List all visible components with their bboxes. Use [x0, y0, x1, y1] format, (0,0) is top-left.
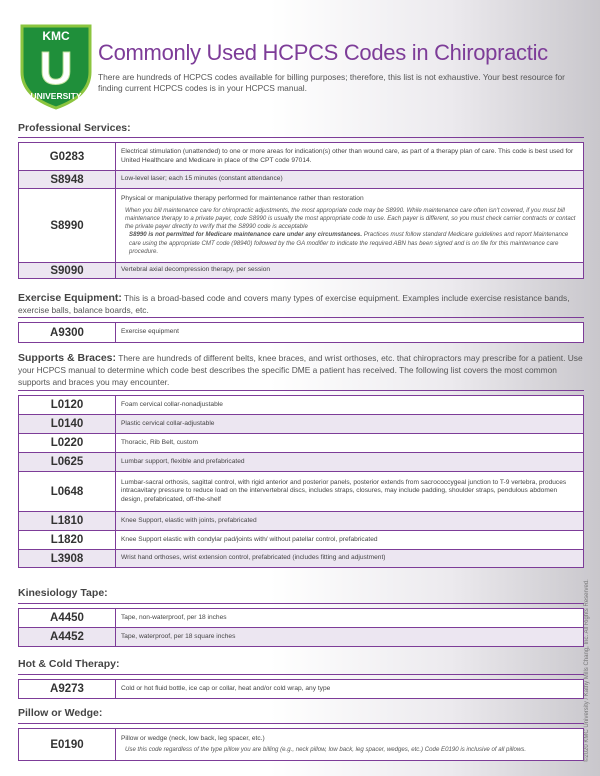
logo-bottom-text: UNIVERSITY: [30, 91, 82, 101]
description-cell: Cold or hot fluid bottle, ice cap or collar, heat and/or cold wrap, any type: [116, 680, 584, 699]
table-row: [19, 453, 584, 472]
section-title-exercise: [18, 292, 584, 316]
code-cell: E0190: [19, 729, 116, 761]
code-cell: S9090: [19, 263, 116, 279]
description-cell: Thoracic, Rib Belt, custom: [116, 434, 584, 453]
logo-letter: U: [39, 42, 73, 94]
pillow-note: Use this code regardless of the type pillow you are billing (e.g., neck pillow, low back, leg spacer, wedges, etc.) Code E0190 is inclusive of all pillows.: [125, 746, 527, 754]
table-row: [19, 434, 584, 453]
logo-top-text: KMC: [42, 29, 70, 43]
kinesiology-codes-table: [18, 608, 584, 647]
hotcold-codes-table: [18, 679, 584, 699]
table-row: [19, 472, 584, 512]
code-cell: S8948: [19, 171, 116, 189]
description-cell: Exercise equipment: [116, 323, 584, 343]
code-cell: L1820: [19, 531, 116, 550]
pillow-codes-table: [18, 728, 584, 761]
code-cell: L0625: [19, 453, 116, 472]
table-row: [19, 263, 584, 279]
section-title-professional-label: Professional Services:: [18, 122, 131, 134]
section-divider: [18, 317, 584, 318]
section-title-hotcold: [18, 658, 120, 670]
section-divider: [18, 723, 584, 724]
description-cell: Lumbar support, flexible and prefabricated: [116, 453, 584, 472]
section-divider: [18, 137, 584, 138]
description-cell: Tape, waterproof, per 18 square inches: [116, 628, 584, 647]
description-cell: Plastic cervical collar-adjustable: [116, 415, 584, 434]
code-cell: A9273: [19, 680, 116, 699]
table-row: [19, 512, 584, 531]
table-row: [19, 680, 584, 699]
code-cell: L0648: [19, 472, 116, 512]
table-row: [19, 531, 584, 550]
code-cell: L0220: [19, 434, 116, 453]
table-row: [19, 628, 584, 647]
code-cell: A4450: [19, 609, 116, 628]
description-cell: Knee Support, elastic with joints, prefabricated: [116, 512, 584, 531]
table-row: [19, 171, 584, 189]
code-cell: A4452: [19, 628, 116, 647]
copyright-notice: ©2020 KMC University / Kathy Mills Chang, Inc. All Rights Reserved.: [584, 579, 590, 762]
table-row: [19, 323, 584, 343]
medicare-note-rest: Practices must follow standard Medicare guidelines and report Maintenance care using the appropriate CMT code (98940) followed by the GA modifier to indicate the required ABN has been signed and is on file for this maintenance care procedure.: [129, 231, 569, 255]
table-row: [19, 189, 584, 263]
section-title-supports: [18, 352, 584, 388]
description-text: Pillow or wedge (neck, low back, leg spacer, etc.): [121, 734, 265, 742]
description-cell: Vertebral axial decompression therapy, per session: [116, 263, 584, 279]
code-cell: A9300: [19, 323, 116, 343]
section-title-kinesiology-label: Kinesiology Tape:: [18, 587, 108, 599]
section-title-kinesiology: [18, 587, 108, 599]
section-title-exercise-label: Exercise Equipment:: [18, 292, 122, 304]
medicare-note-bold: S8990 is not permitted for Medicare maintenance care under any circumstances.: [129, 231, 363, 239]
description-cell: Low-level laser; each 15 minutes (constant attendance): [116, 171, 584, 189]
table-row: [19, 550, 584, 568]
description-cell: Electrical stimulation (unattended) to one or more areas for indication(s) other than wound care, as part of a therapy plan of care. This code is best used for United Healthcare and Medicare in place of the CPT code 97014.: [116, 143, 584, 171]
kmc-university-logo: [18, 22, 94, 110]
table-row: [19, 143, 584, 171]
medicare-note: [121, 231, 578, 256]
section-description-exercise: This is a broad-based code and covers many types of exercise equipment. Examples include exercise resistance bands, exercise balls, balance boards, etc.: [18, 293, 570, 315]
supports-codes-table: [18, 395, 584, 568]
description-cell: Tape, non-waterproof, per 18 inches: [116, 609, 584, 628]
description-cell: Wrist hand orthoses, wrist extension control, prefabricated (includes fitting and adjustment): [116, 550, 584, 568]
page-title: Commonly Used HCPCS Codes in Chiropractic: [98, 40, 548, 65]
description-cell: Foam cervical collar-nonadjustable: [116, 396, 584, 415]
intro-text: There are hundreds of HCPCS codes available for billing purposes; therefore, this list is not exhaustive. Your best resource for finding current HCPCS codes is in your HCPCS manual.: [98, 72, 565, 93]
section-description-supports: There are hundreds of different belts, knee braces, and wrist orthoses, etc. that chiropractors may prescribe for a patient. Use your HCPCS manual to determine which code best describes the specific DME a patient has received. The following list covers the most common supports and braces you may encounter.: [18, 353, 583, 387]
exercise-codes-table: [18, 322, 584, 343]
code-cell: G0283: [19, 143, 116, 171]
description-text: Physical or manipulative therapy performed for maintenance rather than restoration: [121, 195, 364, 203]
maintenance-note: When you bill maintenance care for chiropractic adjustments, the most appropriate code may be S8990. While maintenance care often isn't covered, if you must bill maintenance therapy to a private payer, code S8990 is usually the most appropriate code to use. Each payer is different, so you must check carrier contracts or contact the private payer directly to verify that the S8990 code is acceptable: [125, 206, 576, 231]
code-cell: L1810: [19, 512, 116, 531]
table-row: [19, 609, 584, 628]
description-cell: Lumbar-sacral orthosis, sagittal control, with rigid anterior and posterior panels, posterior extends from sacrococcygeal junction to T-9 vertebra, produces intracavitary pressure to reduce load on the intervertebral discs, includes straps, closures, may include padding, shoulder straps, pendulous abdomen design, prefabricated, off-the-shelf: [116, 472, 584, 512]
description-cell: [116, 729, 584, 761]
section-title-professional: [18, 122, 131, 134]
table-row: [19, 396, 584, 415]
description-cell: [116, 189, 584, 263]
section-divider: [18, 603, 584, 604]
code-cell: L0140: [19, 415, 116, 434]
code-cell: S8990: [19, 189, 116, 263]
section-title-hotcold-label: Hot & Cold Therapy:: [18, 658, 120, 670]
section-divider: [18, 390, 584, 391]
section-title-pillow-label: Pillow or Wedge:: [18, 707, 103, 719]
section-divider: [18, 674, 584, 675]
table-row: [19, 415, 584, 434]
professional-codes-table: [18, 142, 584, 279]
section-title-pillow: [18, 707, 102, 719]
section-title-supports-label: Supports & Braces:: [18, 352, 117, 364]
code-cell: L0120: [19, 396, 116, 415]
table-row: [19, 729, 584, 761]
description-cell: Knee Support elastic with condylar pad/joints with/ without patellar control, prefabricated: [116, 531, 584, 550]
code-cell: L3908: [19, 550, 116, 568]
